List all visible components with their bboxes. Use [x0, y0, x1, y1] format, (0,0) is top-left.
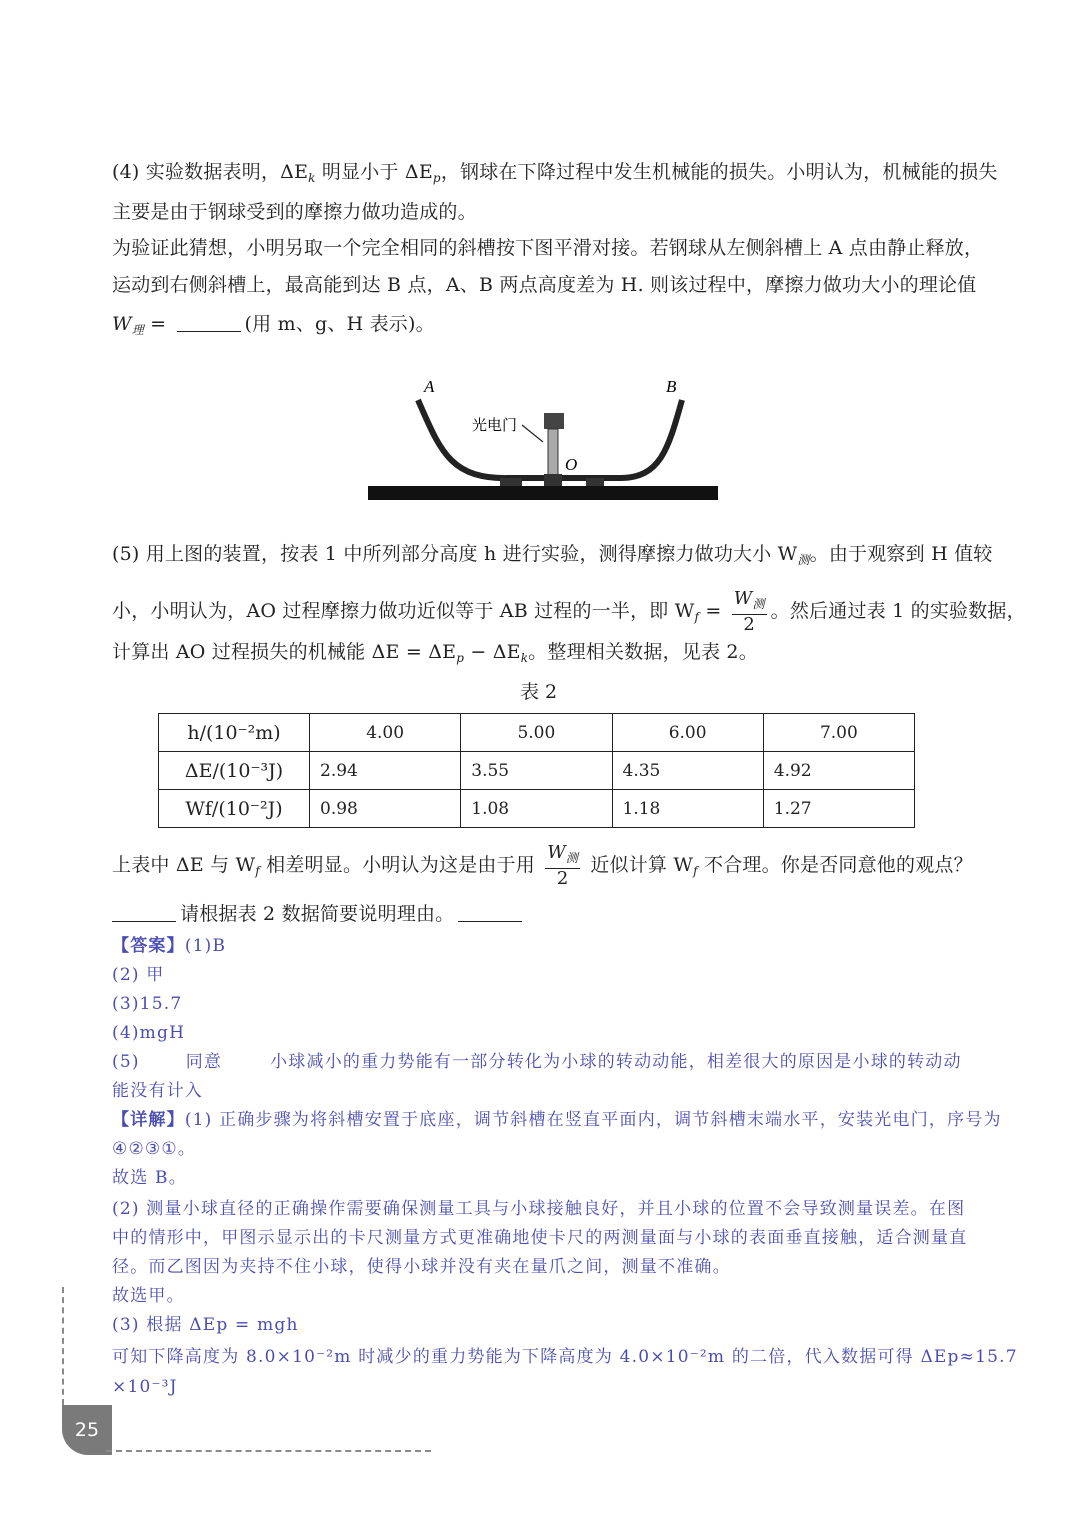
data-table [158, 713, 915, 828]
table-cell: 1.27 [763, 790, 914, 828]
answer-line-2: (2) 甲 [112, 965, 165, 985]
table-header-cell: h/(10⁻²m) [159, 714, 310, 752]
q4-line-1: (4) 实验数据表明，$\Delta E_k$ 明显小于 $\Delta E_p$，钢球在下降过程中发生机械能的损失。小明认为，机械能的损失 [112, 161, 998, 185]
answer-line-3: (3)15.7 [112, 994, 183, 1014]
answer-line-5: (5) 同意 小球减小的重力势能有一部分转化为小球的转动动能，相差很大的原因是小球的转动动 [112, 1052, 962, 1072]
detail-line-6: 径。而乙图因为夹持不住小球，使得小球并没有夹在量爪之间，测量不准确。 [112, 1257, 731, 1277]
point-b-label: B [666, 377, 677, 396]
answer-line-6: 能没有计入 [112, 1081, 203, 1101]
detail-line-3: 故选 B。 [112, 1168, 187, 1188]
support-right [586, 478, 604, 486]
table-cell: 2.94 [310, 752, 461, 790]
photogate-pointer [522, 425, 543, 442]
page-border-dash-horizontal [106, 1450, 431, 1452]
page-border-dash-vertical [62, 1287, 64, 1405]
question-line-2: 请根据表 2 数据简要说明理由。 [112, 902, 526, 926]
detail-line-1: 【详解】(1) 正确步骤为将斜槽安置于底座，调节斜槽在竖直平面内，调节斜槽末端水平，安装光电门，序号为 [112, 1110, 1002, 1130]
half-work-fraction: $\frac{W_测}{2}$ [733, 588, 765, 635]
table-caption: 表 2 [520, 681, 558, 703]
detail-line-8: (3) 根据 ΔEp = mgh [112, 1315, 299, 1335]
photogate-head [544, 413, 564, 429]
left-chute [418, 400, 555, 478]
table-cell: 5.00 [461, 714, 612, 752]
table-cell: 3.55 [461, 752, 612, 790]
point-o-label: O [565, 455, 578, 474]
table-row [159, 714, 915, 752]
answer-blank [177, 313, 241, 332]
q4-line-2: 主要是由于钢球受到的摩擦力做功造成的。 [112, 201, 477, 223]
answer-line-4: (4)mgH [112, 1023, 186, 1043]
base-plate [368, 486, 718, 500]
table-cell: 7.00 [763, 714, 914, 752]
detail-line-10: ×10⁻³J [112, 1377, 178, 1397]
detail-line-5: 中的情形中，甲图示显示出的卡尺测量方式更准确地使卡尺的两测量面与小球的表面垂直接触，适合测量直 [112, 1228, 968, 1248]
answer-blank [458, 903, 522, 922]
q4-line-5: $W_理$ = (用 m、g、H 表示)。 [112, 313, 435, 337]
slope-apparatus-figure [360, 370, 730, 510]
half-work-fraction: $\frac{W_测}{2}$ [547, 842, 579, 889]
detail-line-9: 可知下降高度为 8.0×10⁻²m 时减少的重力势能为下降高度为 4.0×10⁻²m 的二倍，代入数据可得 ΔEp≈15.7 [112, 1347, 1018, 1367]
support-mid [544, 474, 562, 486]
photogate-stem [548, 429, 558, 475]
table-cell: 1.08 [461, 790, 612, 828]
table-cell: 4.35 [612, 752, 763, 790]
support-left [500, 478, 522, 486]
q4-line-4: 运动到右侧斜槽上，最高能到达 B 点，A、B 两点高度差为 H. 则该过程中，摩擦力做功大小的理论值 [112, 274, 977, 296]
q5-line-1: (5) 用上图的装置，按表 1 中所列部分高度 h 进行实验，测得摩擦力做功大小 $W_测$。由于观察到 H 值较 [112, 543, 993, 567]
detail-line-7: 故选甲。 [112, 1286, 185, 1306]
detail-line-4: (2) 测量小球直径的正确操作需要确保测量工具与小球接触良好，并且小球的位置不会导致测量误差。在图 [112, 1199, 966, 1219]
table-cell: 0.98 [310, 790, 461, 828]
point-a-label: A [424, 377, 435, 396]
table-cell: 1.18 [612, 790, 763, 828]
detail-line-2: ④②③①。 [112, 1139, 196, 1159]
photogate-label: 光电门 [472, 416, 518, 434]
table-header-cell: ΔE/(10⁻³J) [159, 752, 310, 790]
table-cell: 4.00 [310, 714, 461, 752]
q5-line-2: 小，小明认为，AO 过程摩擦力做功近似等于 AB 过程的一半，即 $W_f$ = $\frac{W_测}{2}$ 。然后通过表 1 的实验数据， [112, 588, 1026, 635]
q4-line-3: 为验证此猜想，小明另取一个完全相同的斜槽按下图平滑对接。若钢球从左侧斜槽上 A 点由静止释放， [112, 237, 984, 259]
question-line-1: 上表中 ΔE 与 $W_f$ 相差明显。小明认为这是由于用 $\frac{W_测}{2}$ 近似计算 $W_f$ 不合理。你是否同意他的观点？ [112, 842, 973, 889]
table-header-cell: Wf/(10⁻²J) [159, 790, 310, 828]
page-number: 25 [62, 1405, 112, 1455]
answer-blank [112, 903, 176, 922]
table-cell: 4.92 [763, 752, 914, 790]
q5-line-3: 计算出 AO 过程损失的机械能 $\Delta E = \Delta E_p - \Delta E_k$。整理相关数据，见表 2。 [112, 641, 758, 665]
table-cell: 6.00 [612, 714, 763, 752]
table-row [159, 790, 915, 828]
answer-line-1: 【答案】(1)B [112, 936, 227, 956]
table-row [159, 752, 915, 790]
